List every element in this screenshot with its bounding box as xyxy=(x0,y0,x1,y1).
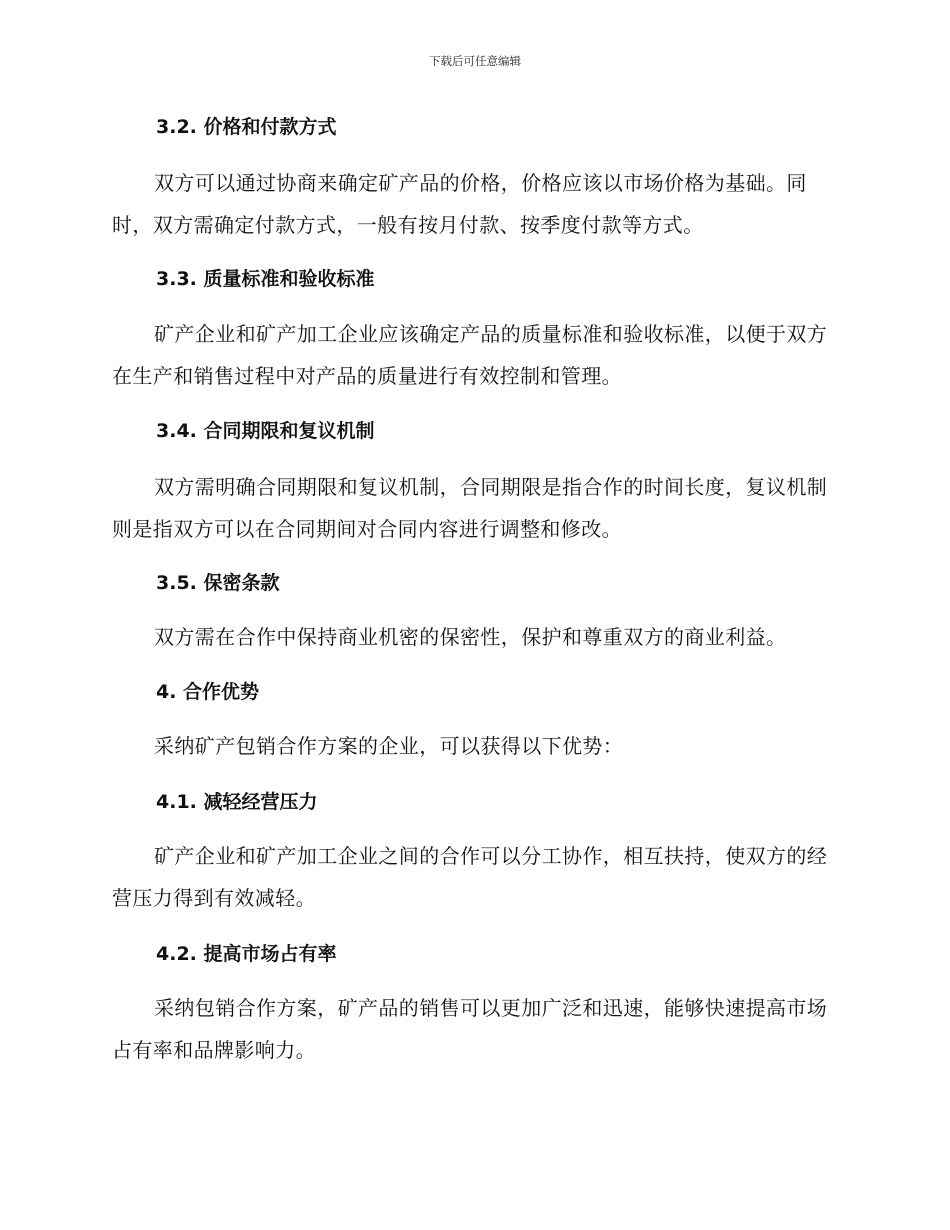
section-paragraph-3-3: 矿产企业和矿产加工企业应该确定产品的质量标准和验收标准，以便于双方在生产和销售过程中对产品的质量进行有效控制和管理。 xyxy=(112,322,828,388)
page-header: 下载后可任意编辑 xyxy=(429,54,521,68)
section-paragraph-4: 采纳矿产包销合作方案的企业，可以获得以下优势： xyxy=(154,734,624,758)
section-heading-4-1: 4.1. 减轻经营压力 xyxy=(156,791,318,813)
section-heading-3-2: 3.2. 价格和付款方式 xyxy=(156,116,337,138)
section-heading-3-5: 3.5. 保密条款 xyxy=(156,572,280,594)
section-paragraph-3-5: 双方需在合作中保持商业机密的保密性，保护和尊重双方的商业利益。 xyxy=(154,625,787,649)
section-heading-3-3: 3.3. 质量标准和验收标准 xyxy=(156,268,375,290)
section-heading-3-4: 3.4. 合同期限和复议机制 xyxy=(156,420,375,442)
section-paragraph-4-2: 采纳包销合作方案，矿产品的销售可以更加广泛和迅速，能够快速提高市场占有率和品牌影响力。 xyxy=(112,996,828,1062)
section-paragraph-3-2: 双方可以通过协商来确定矿产品的价格，价格应该以市场价格为基础。同时，双方需确定付款方式，一般有按月付款、按季度付款等方式。 xyxy=(112,171,807,237)
section-heading-4-2: 4.2. 提高市场占有率 xyxy=(156,943,337,965)
section-heading-4: 4. 合作优势 xyxy=(156,681,260,703)
section-paragraph-3-4: 双方需明确合同期限和复议机制，合同期限是指合作的时间长度，复议机制则是指双方可以在合同期间对合同内容进行调整和修改。 xyxy=(112,475,828,541)
section-paragraph-4-1: 矿产企业和矿产加工企业之间的合作可以分工协作，相互扶持，使双方的经营压力得到有效减轻。 xyxy=(112,844,828,910)
